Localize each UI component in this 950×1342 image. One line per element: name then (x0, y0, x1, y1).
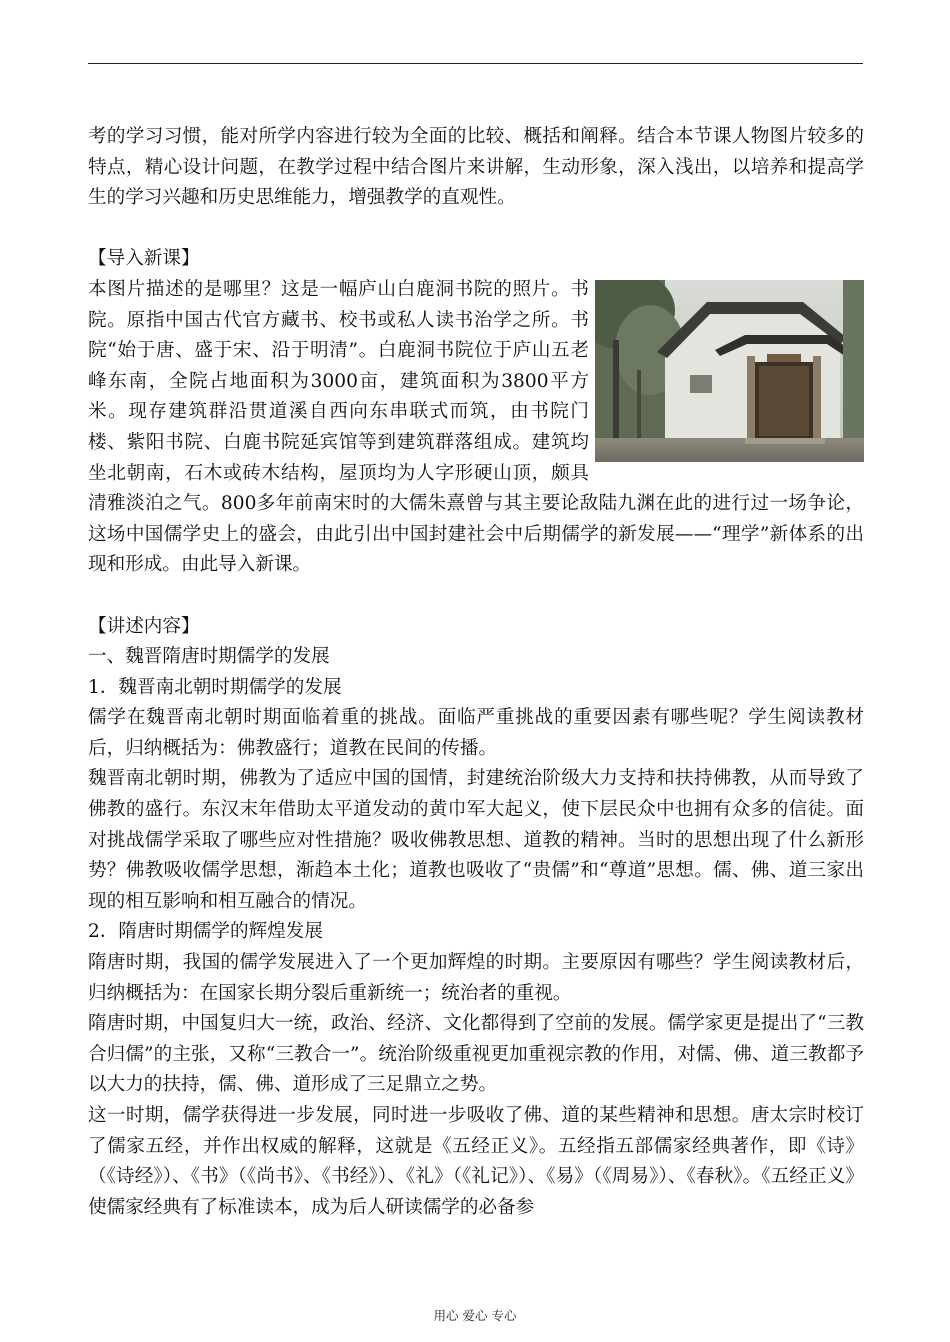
header-rule (88, 63, 863, 64)
subsection-heading-2: 2．隋唐时期儒学的辉煌发展 (88, 921, 323, 943)
body-paragraph: 隋唐时期，中国复归大一统，政治、经济、文化都得到了空前的发展。儒学家更是提出了“三教合归儒”的主张，又称“三教合一”。统治阶级重视更加重视宗教的作用，对儒、佛、道三教都予以大力的扶持，儒、佛、道形成了三足鼎立之势。 (88, 1013, 864, 1096)
academy-photo-drawing (595, 280, 864, 462)
body-paragraph: 隋唐时期，我国的儒学发展进入了一个更加辉煌的时期。主要原因有哪些？学生阅读教材后，归纳概括为：在国家长期分裂后重新统一；统治者的重视。 (88, 952, 864, 1004)
body-paragraph: 魏晋南北朝时期，佛教为了适应中国的国情，封建统治阶级大力支持和扶持佛教，从而导致了佛教的盛行。东汉末年借助太平道发动的黄巾军大起义，使下层民众中也拥有众多的信徒。面对挑战儒学采取了哪些应对性措施？吸收佛教思想、道教的精神。当时的思想出现了什么新形势？佛教吸收儒学思想，渐趋本土化；道教也吸收了“贵儒”和“尊道”思想。儒、佛、道三家出现的相互影响和相互融合的情况。 (88, 768, 864, 912)
lead-in-paragraph: 本图片描述的是哪里？这是一幅庐山白鹿洞书院的照片。书院。原指中国古代官方藏书、校书或私人读书治学之所。书院“始于唐、盛于宋、沿于明清”。白鹿洞书院位于庐山五老峰东南，全院占地面积为3000亩，建筑面积为3800平方米。现存建筑群沿贯道溪自西向东串联式而筑，由书院门楼、紫阳书院、白鹿书院延宾馆等到建筑群落组成。建筑均坐北朝南，石木或砖木结构，屋顶均为人字形硬山顶，颇具清雅淡泊之气。800多年前南宋时的大儒朱熹曾与其主要论敌陆九渊在此的进行过一场争论，这场中国儒学史上的盛会，由此引出中国封建社会中后期儒学的新发展——“理学”新体系的出现和形成。由此导入新课。 (88, 278, 864, 576)
intro-paragraph: 考的学习习惯，能对所学内容进行较为全面的比较、概括和阐释。结合本节课人物图片较多的特点，精心设计问题，在教学过程中结合图片来讲解，生动形象，深入浅出，以培养和提高学生的学习兴趣和历史思维能力，增强教学的直观性。 (88, 126, 864, 209)
spacer (88, 581, 864, 612)
lecture-heading: 【讲述内容】 (88, 615, 200, 637)
page-footer: 用心 爱心 专心 (433, 1308, 517, 1323)
subsection-heading-1: 1．魏晋南北朝时期儒学的发展 (88, 676, 342, 698)
body-paragraph: 这一时期，儒学获得进一步发展，同时进一步吸收了佛、道的某些精神和思想。唐太宗时校订了儒家五经，并作出权威的解释，这就是《五经正义》。五经指五部儒家经典著作，即《诗》（《诗经》）、《书》（《尚书》、《书经》）、《礼》（《礼记》）、《易》（《周易》）、《春秋》。《五经正义》使儒家经典有了标准读本，成为后人研读儒学的必备参 (88, 1105, 864, 1218)
section-heading-1: 一、魏晋隋唐时期儒学的发展 (88, 646, 330, 668)
bailudong-academy-photo (595, 280, 864, 462)
spacer (88, 214, 864, 245)
body-paragraph: 儒学在魏晋南北朝时期面临着重的挑战。面临严重挑战的重要因素有哪些呢？学生阅读教材后，归纳概括为：佛教盛行；道教在民间的传播。 (88, 707, 864, 759)
document-body (88, 122, 864, 1223)
lead-in-heading: 【导入新课】 (88, 248, 200, 270)
